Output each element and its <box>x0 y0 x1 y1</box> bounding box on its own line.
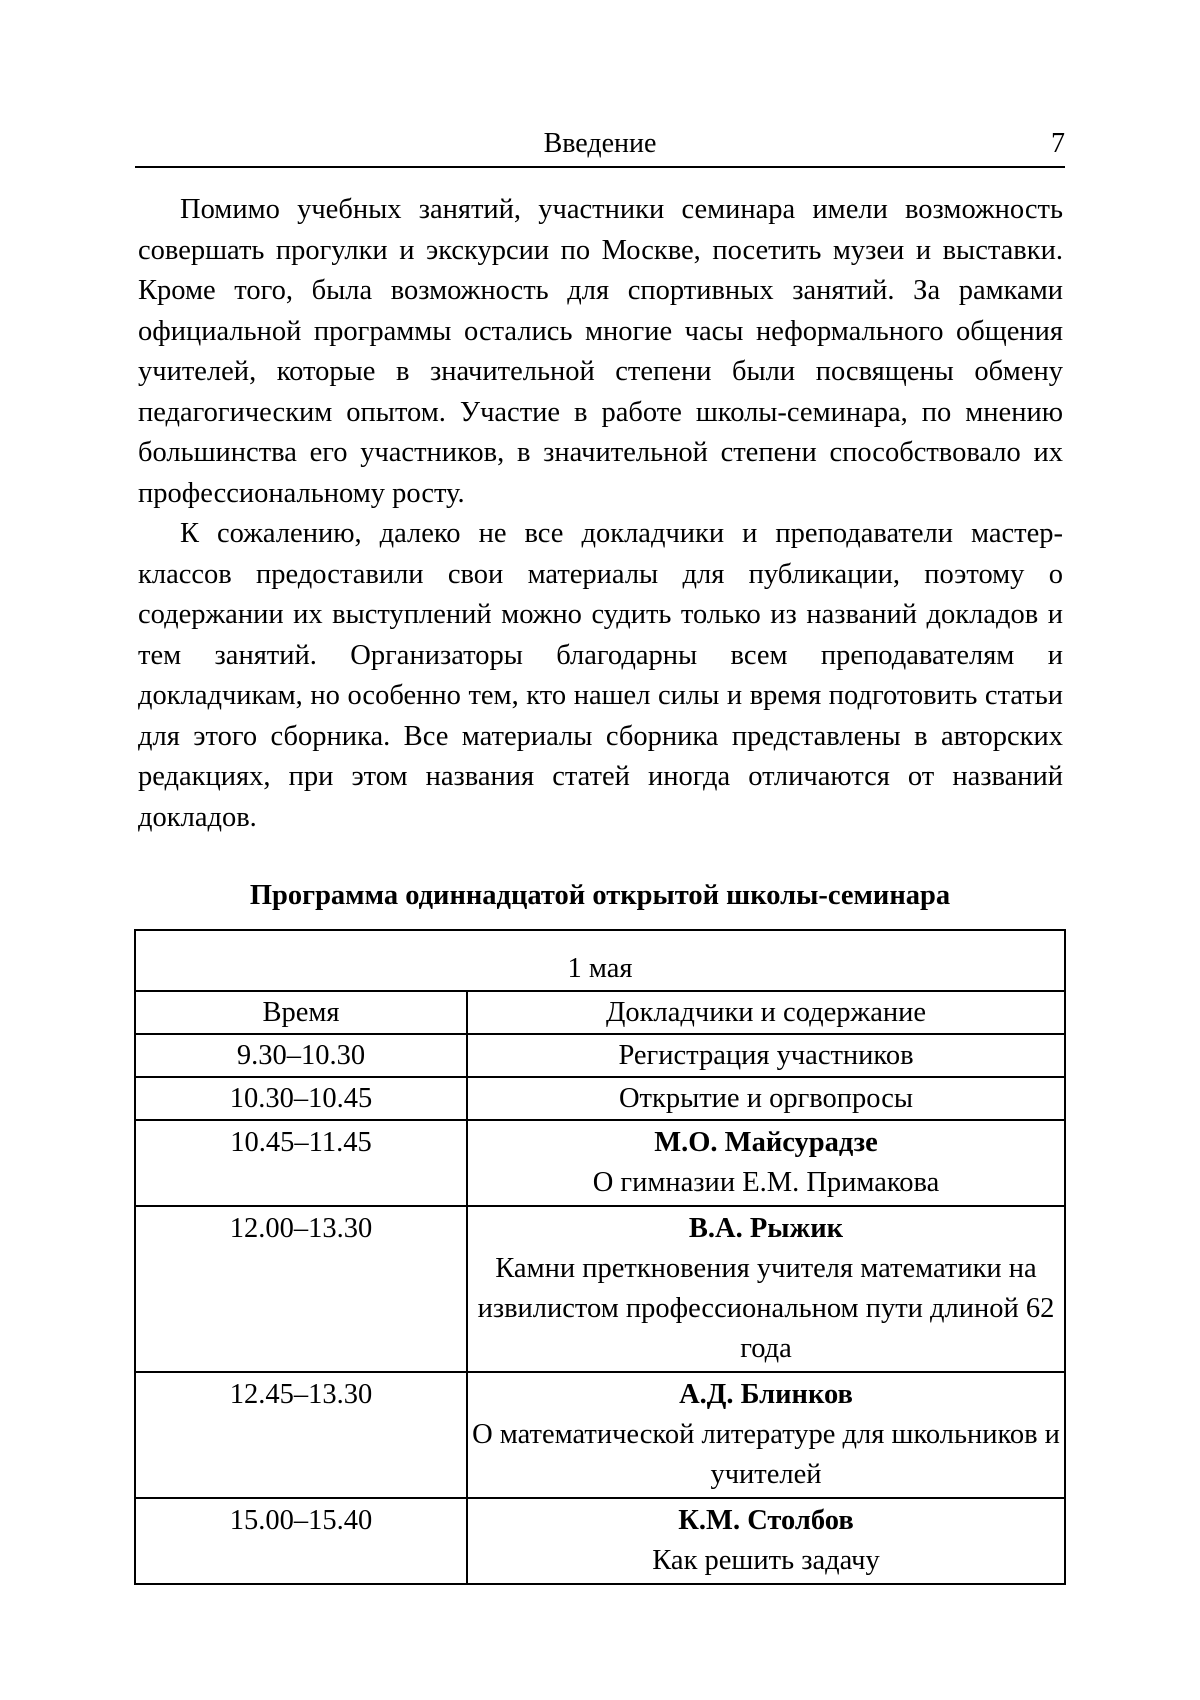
table-title: Программа одиннадцатой открытой школы-семинара <box>135 878 1065 914</box>
time-cell: 12.00–13.30 <box>135 1206 467 1372</box>
table-row <box>135 1120 1065 1206</box>
content-cell <box>467 1372 1065 1498</box>
speaker-name: К.М. Столбов <box>472 1501 1060 1541</box>
column-header-content: Докладчики и содержание <box>467 991 1065 1034</box>
table-row <box>135 1034 1065 1077</box>
time-cell: 10.30–10.45 <box>135 1077 467 1120</box>
content-cell <box>467 1120 1065 1206</box>
table-row <box>135 1372 1065 1498</box>
paragraph: К сожалению, далеко не все докладчики и преподаватели мастер-классов предоставили свои материалы для публикации, поэтому о содержании их выступлений можно судить только из названий докладов и тем занятий. Организаторы благодарны всем преподавателям и докладчикам, но особенно тем, кто нашел силы и время подготовить статьи для этого сборника. Все материалы сборника представлены в авторских редакциях, при этом названия статей иногда отличаются от названий докладов. <box>138 514 1063 838</box>
running-header <box>135 128 1065 168</box>
speaker-name: А.Д. Блинков <box>472 1375 1060 1415</box>
talk-title: Как решить задачу <box>472 1541 1060 1581</box>
time-cell: 10.45–11.45 <box>135 1120 467 1206</box>
table-row <box>135 1498 1065 1584</box>
content-cell: Регистрация участников <box>467 1034 1065 1077</box>
column-header-time: Время <box>135 991 467 1034</box>
time-cell: 12.45–13.30 <box>135 1372 467 1498</box>
date-row <box>135 930 1065 991</box>
speaker-name: М.О. Майсурадзе <box>472 1123 1060 1163</box>
content-cell <box>467 1498 1065 1584</box>
page-number: 7 <box>1051 128 1065 160</box>
talk-title: О математической литературе для школьников и учителей <box>472 1415 1060 1495</box>
speaker-name: В.А. Рыжик <box>472 1209 1060 1249</box>
date-cell: 1 мая <box>135 930 1065 991</box>
talk-title: Камни преткновения учителя математики на извилистом профессиональном пути длиной 62 года <box>472 1249 1060 1369</box>
content-cell <box>467 1206 1065 1372</box>
table-row <box>135 1206 1065 1372</box>
running-title: Введение <box>135 128 1065 160</box>
header-row <box>135 991 1065 1034</box>
paragraph: Помимо учебных занятий, участники семинара имели возможность совершать прогулки и экскурсии по Москве, посетить музеи и выставки. Кроме того, была возможность для спортивных занятий. За рамками официальной программы остались многие часы неформального общения учителей, которые в значительной степени были посвящены обмену педагогическим опытом. Участие в работе школы-семинара, по мнению большинства его участников, в значительной степени способствовало их профессиональному росту. <box>138 190 1063 514</box>
time-cell: 9.30–10.30 <box>135 1034 467 1077</box>
program-table <box>134 929 1066 1585</box>
time-cell: 15.00–15.40 <box>135 1498 467 1584</box>
table-row <box>135 1077 1065 1120</box>
content-cell: Открытие и оргвопросы <box>467 1077 1065 1120</box>
body-text <box>138 190 1063 838</box>
talk-title: О гимназии Е.М. Примакова <box>472 1163 1060 1203</box>
